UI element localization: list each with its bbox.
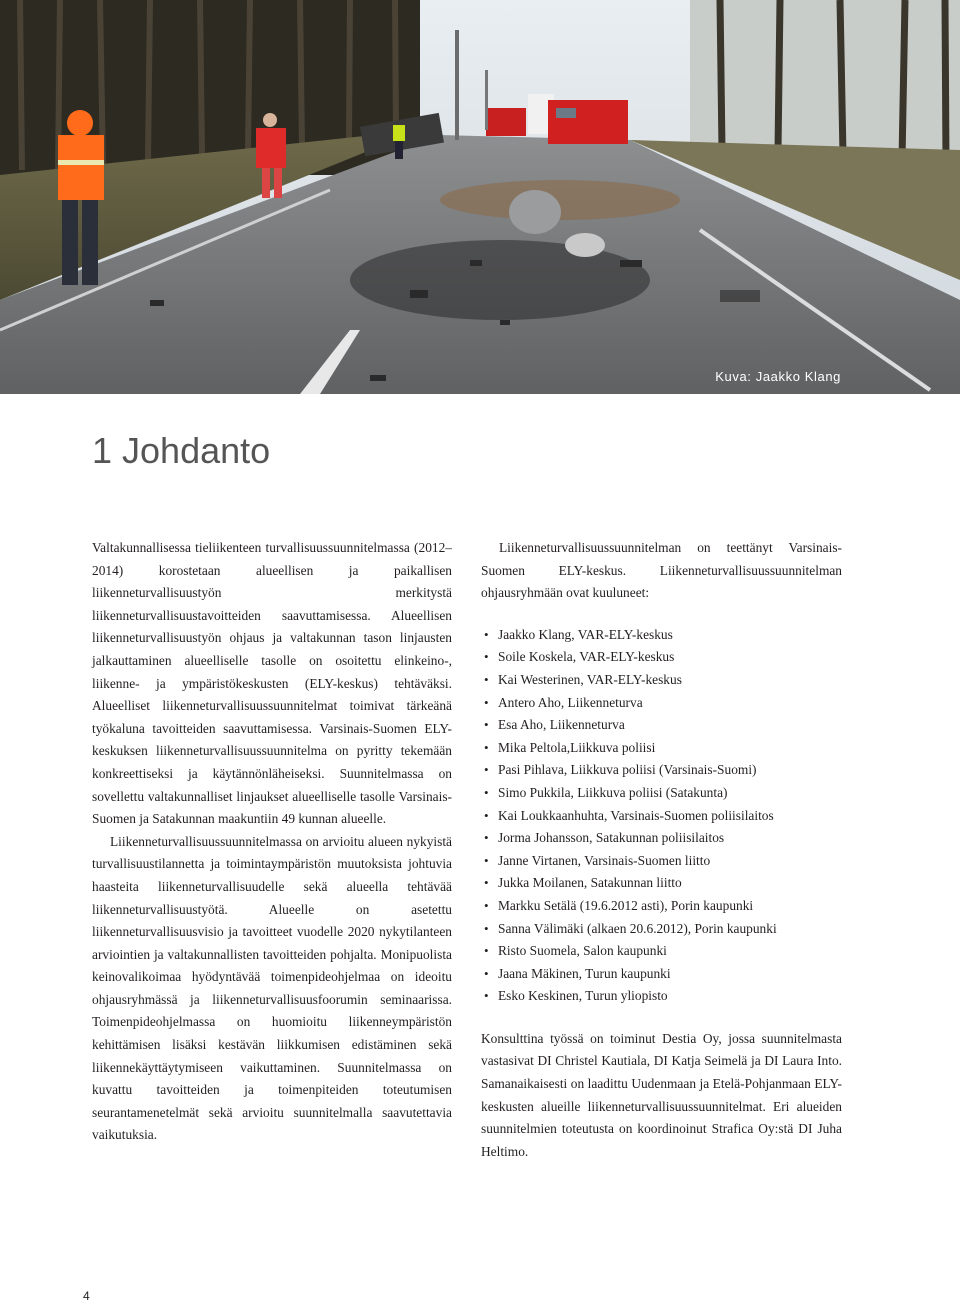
- member-name: Mika Peltola,Liikkuva poliisi: [498, 739, 656, 755]
- member-name: Soile Koskela, VAR-ELY-keskus: [498, 649, 675, 665]
- member-name: Simo Pukkila, Liikkuva poliisi (Satakunta): [498, 784, 728, 800]
- bullet-icon: •: [484, 920, 489, 936]
- list-item: [481, 646, 842, 669]
- member-name: Jaana Mäkinen, Turun kaupunki: [498, 965, 671, 981]
- consultant-paragraph: Konsulttina työssä on toiminut Destia Oy, jossa suunnitelmasta vastasivat DI Christel Kautiala, DI Katja Seimelä ja DI Laura Into. Samanaikaisesti on laadittu Uudenmaan ja Etelä-Pohjanmaan ELY-keskusten alueille liikenneturvallisuussuunnitelmat. Eri alueiden suunnitelmien toteutusta on koordinoinut Strafica Oy:stä DI Juha Heltimo.: [481, 1030, 842, 1159]
- list-item: [481, 714, 842, 737]
- left-paragraph-2: Liikenneturvallisuussuunnitelmassa on arvioitu alueen nykyistä turvallisuustilannetta ja toimintaympäristön muutoksista johtuvia haasteita liikenneturvallisuudelle sekä alueella tehtävää liikenneturvallisuustyötä. Alueelle on asetettu liikenneturvallisuusvisio ja tavoitteet vuodelle 2020 nykytilanteen arviointien ja valtakunnallisten tavoitteiden pohjalta. Monipuolista keinovalikoimaa hyödyntävää toimenpideohjelmaa on ideoitu ohjausryhmässä ja liikenneturvallisuusfoorumin seminaarissa. Toimenpideohjelmassa on huomioitu liikenneympäristön kehittämisen lisäksi kestävän liikkumisen edistäminen sekä liikennekäyttäytymiseen vaikuttaminen. Suunnitelmassa on kuvattu tavoitteiden ja toimenpiteiden toteutumisen seurantamenetelmät sekä arvioitu suunnitelmalla saavutettavia vaikutuksia.: [92, 833, 452, 1143]
- member-name: Jaakko Klang, VAR-ELY-keskus: [498, 626, 673, 642]
- bullet-icon: •: [484, 897, 489, 913]
- bullet-icon: •: [484, 875, 489, 891]
- bullet-icon: •: [484, 988, 489, 1004]
- list-item: [481, 940, 842, 963]
- page-number: 4: [83, 1289, 90, 1303]
- list-item: [481, 985, 842, 1008]
- list-item: [481, 624, 842, 647]
- list-item: [481, 850, 842, 873]
- member-name: Risto Suomela, Salon kaupunki: [498, 943, 667, 959]
- member-name: Pasi Pihlava, Liikkuva poliisi (Varsinais-Suomi): [498, 762, 757, 778]
- list-item: [481, 805, 842, 828]
- bullet-icon: •: [484, 626, 489, 642]
- list-item: [481, 782, 842, 805]
- left-column: [92, 537, 452, 1147]
- list-item: [481, 669, 842, 692]
- list-item: [481, 963, 842, 986]
- member-name: Sanna Välimäki (alkaen 20.6.2012), Porin kaupunki: [498, 920, 777, 936]
- list-item: [481, 827, 842, 850]
- bullet-icon: •: [484, 852, 489, 868]
- member-name: Janne Virtanen, Varsinais-Suomen liitto: [498, 852, 711, 868]
- bullet-icon: •: [484, 807, 489, 823]
- bullet-icon: •: [484, 739, 489, 755]
- list-item: [481, 872, 842, 895]
- list-item: [481, 895, 842, 918]
- steering-group-intro: Liikenneturvallisuussuunnitelman on teettänyt Varsinais-Suomen ELY-keskus. Liikenneturvallisuussuunnitelman ohjausryhmään ovat kuuluneet:: [481, 540, 842, 601]
- member-name: Kai Loukkaanhuhta, Varsinais-Suomen poliisilaitos: [498, 807, 774, 823]
- list-item: [481, 759, 842, 782]
- bullet-icon: •: [484, 671, 489, 687]
- member-name: Jorma Johansson, Satakunnan poliisilaitos: [498, 830, 725, 846]
- member-name: Esko Keskinen, Turun yliopisto: [498, 988, 668, 1004]
- right-column: [481, 537, 842, 1163]
- list-item: [481, 918, 842, 941]
- bullet-icon: •: [484, 784, 489, 800]
- left-paragraph-1: Valtakunnallisessa tieliikenteen turvallisuussuunnitelmassa (2012–2014) korostetaan alueellisen ja paikallisen liikenneturvallisuustyön merkitystä liikenneturvallisuustavoitteiden saavuttamisessa. Alueellisen liikenneturvallisuustyön ohjaus ja valtakunnan tason linjausten jalkauttaminen alueelliselle tasolle on osoitettu elinkeino-, liikenne- ja ympäristökeskusten (ELY-keskus) tehtäväksi. Alueelliset liikenneturvallisuussuunnitelmat toimivat tärkeänä työkaluna tavoitteiden saavuttamisessa. Varsinais-Suomen ELY-keskuksen liikenneturvallisuussuunnitelma on pyritty tekemään konkreettiseksi ja käytännönläheiseksi. Suunnitelmassa on sovellettu valtakunnalliset linjaukset alueelliselle tasolle Varsinais-Suomen ja Satakunnan maakuntiin 49 kunnan alueelle.: [92, 540, 452, 827]
- bullet-icon: •: [484, 830, 489, 846]
- member-name: Esa Aho, Liikenneturva: [498, 717, 625, 733]
- bullet-icon: •: [484, 762, 489, 778]
- member-name: Jukka Moilanen, Satakunnan liitto: [498, 875, 682, 891]
- road-accident-photo-icon: [0, 0, 960, 394]
- bullet-icon: •: [484, 943, 489, 959]
- steering-group-list: [481, 624, 842, 1008]
- bullet-icon: •: [484, 717, 489, 733]
- photo-credit: Kuva: Jaakko Klang: [715, 369, 841, 384]
- bullet-icon: •: [484, 965, 489, 981]
- member-name: Kai Westerinen, VAR-ELY-keskus: [498, 671, 682, 687]
- member-name: Markku Setälä (19.6.2012 asti), Porin kaupunki: [498, 897, 754, 913]
- list-item: [481, 737, 842, 760]
- list-item: [481, 692, 842, 715]
- bullet-icon: •: [484, 649, 489, 665]
- chapter-title: 1 Johdanto: [92, 430, 271, 471]
- member-name: Antero Aho, Liikenneturva: [498, 694, 643, 710]
- road-accident-photo: [0, 0, 960, 394]
- bullet-icon: •: [484, 694, 489, 710]
